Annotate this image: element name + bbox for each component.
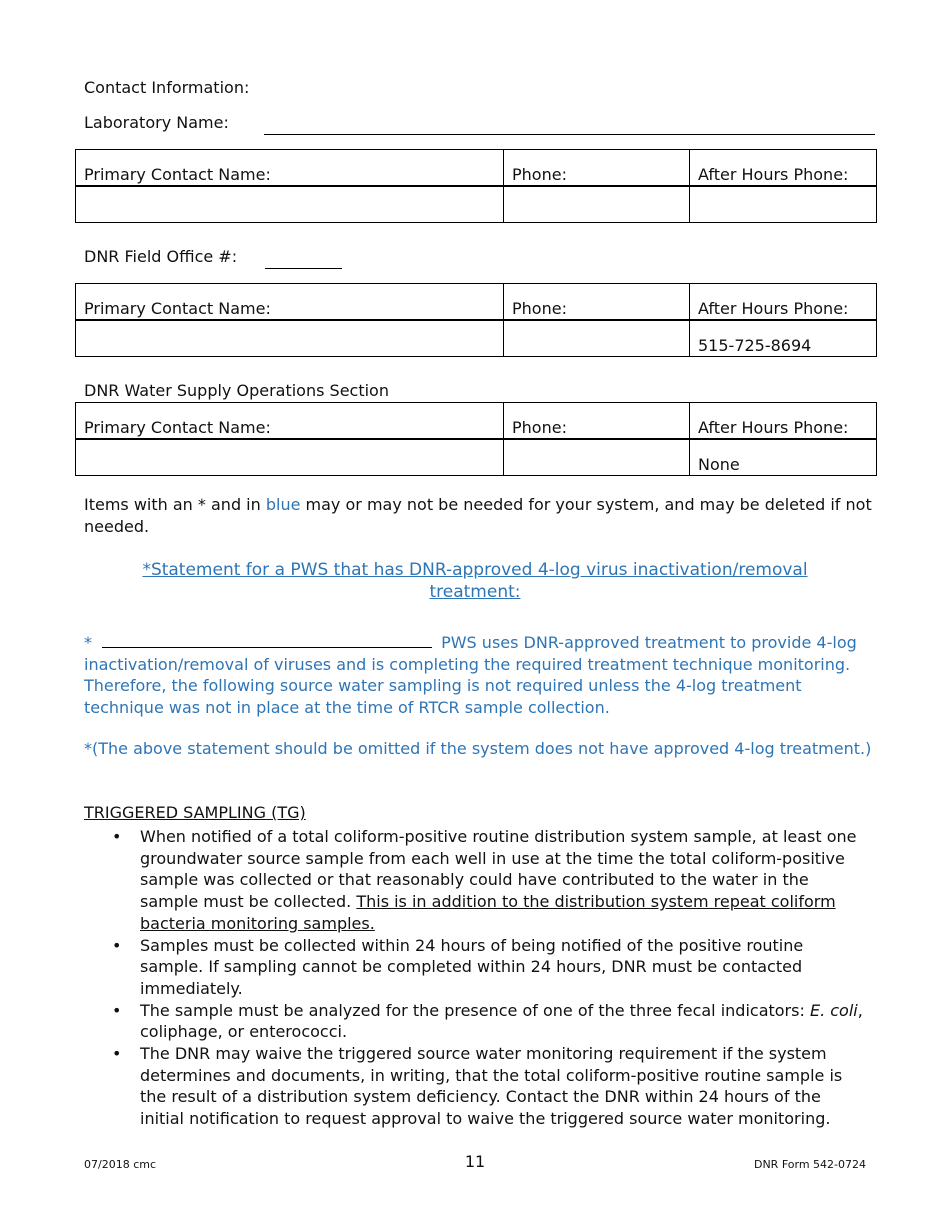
ws-primary-contact-cell[interactable]: [76, 439, 504, 476]
note-blue-word: blue: [265, 495, 301, 514]
field-primary-contact-cell[interactable]: [76, 320, 504, 357]
footer-form-number: DNR Form 542-0724: [753, 1158, 866, 1171]
ws-phone-header: Phone:: [504, 403, 690, 440]
field-phone-header: Phone:: [504, 284, 690, 321]
lab-after-hours-cell[interactable]: [690, 186, 877, 223]
note-text-1: Items with an * and in: [84, 495, 266, 514]
field-phone-cell[interactable]: [504, 320, 690, 357]
optional-items-note: [84, 494, 874, 538]
statement-body: PWS uses DNR-approved treatment to provide 4-log inactivation/removal of viruses and is completing the required treatment technique monitoring. Therefore, the following source water sampling is not required unless the 4-log treatment technique was not in place at the time of RTCR sample collection.: [84, 633, 857, 717]
bullet-1-underlined: This is in addition to the distribution system repeat coliform bacteria monitoring samples.: [140, 892, 836, 933]
statement-paragraph: [84, 630, 874, 718]
lab-phone-cell[interactable]: [504, 186, 690, 223]
ws-after-hours-cell[interactable]: None: [690, 439, 877, 476]
statement-title: [84, 559, 866, 603]
bullet-3-italic: E. coli: [809, 1000, 858, 1020]
lab-phone-header: Phone:: [504, 150, 690, 187]
list-item: [84, 826, 864, 935]
pws-name-blank[interactable]: [102, 630, 432, 648]
bullet-4-text: The DNR may waive the triggered source water monitoring requirement if the system determines and documents, in writing, that the total coliform-positive routine sample is the result of a distribution system deficiency. Contact the DNR within 24 hours of the initial notification to request approval to waive the triggered source water monitoring.: [140, 1044, 843, 1129]
triggered-sampling-heading: TRIGGERED SAMPLING (TG): [84, 803, 306, 822]
bullet-2-text: Samples must be collected within 24 hours of being notified of the positive routine sample. If sampling cannot be completed within 24 hours, DNR must be contacted immediately.: [140, 935, 804, 998]
contact-info-heading: Contact Information:: [84, 78, 250, 97]
statement-title-line-2: treatment:: [429, 582, 521, 602]
ws-after-hours-header: After Hours Phone:: [690, 403, 877, 440]
field-office-label: DNR Field Office #:: [84, 247, 238, 266]
field-after-hours-cell[interactable]: 515-725-8694: [690, 320, 877, 357]
field-office-number-field[interactable]: [265, 248, 342, 269]
list-item: [84, 935, 864, 1000]
bullet-3-text-a: The sample must be analyzed for the presence of one of the three fecal indicators:: [140, 1000, 810, 1020]
water-supply-heading: DNR Water Supply Operations Section: [84, 381, 389, 400]
ws-phone-cell[interactable]: [504, 439, 690, 476]
water-supply-contact-table: [75, 402, 877, 476]
field-office-contact-table: [75, 283, 877, 357]
lab-primary-contact-header: Primary Contact Name:: [76, 150, 504, 187]
ws-primary-contact-header: Primary Contact Name:: [76, 403, 504, 440]
list-item: [84, 1000, 864, 1043]
bullet-1-text: When notified of a total coliform-positive routine distribution system sample, at least one groundwater source sample from each well in use at the time the total coliform-positive sample was collected or that reasonably could have contributed to the water in the sample must be collected.: [140, 827, 857, 912]
laboratory-contact-table: [75, 149, 877, 223]
field-after-hours-header: After Hours Phone:: [690, 284, 877, 321]
lab-after-hours-header: After Hours Phone:: [690, 150, 877, 187]
bullet-3-text-b: , coliphage, or enterococci.: [140, 1000, 863, 1042]
list-item: [84, 1043, 864, 1130]
lab-primary-contact-cell[interactable]: [76, 186, 504, 223]
note-text-2: may or may not be needed for your system, and may be deleted if not needed.: [84, 495, 872, 536]
statement-star: *: [84, 633, 92, 652]
footer-date: 07/2018 cmc: [84, 1158, 157, 1171]
statement-omit-note: *(The above statement should be omitted if the system does not have approved 4-log treatment.): [84, 739, 872, 758]
page-number: 11: [464, 1152, 486, 1171]
statement-title-line-1: *Statement for a PWS that has DNR-approved 4-log virus inactivation/removal: [142, 560, 808, 580]
laboratory-name-label: Laboratory Name:: [84, 113, 229, 132]
field-primary-contact-header: Primary Contact Name:: [76, 284, 504, 321]
triggered-sampling-list: [84, 826, 864, 1130]
laboratory-name-field[interactable]: [264, 113, 875, 135]
